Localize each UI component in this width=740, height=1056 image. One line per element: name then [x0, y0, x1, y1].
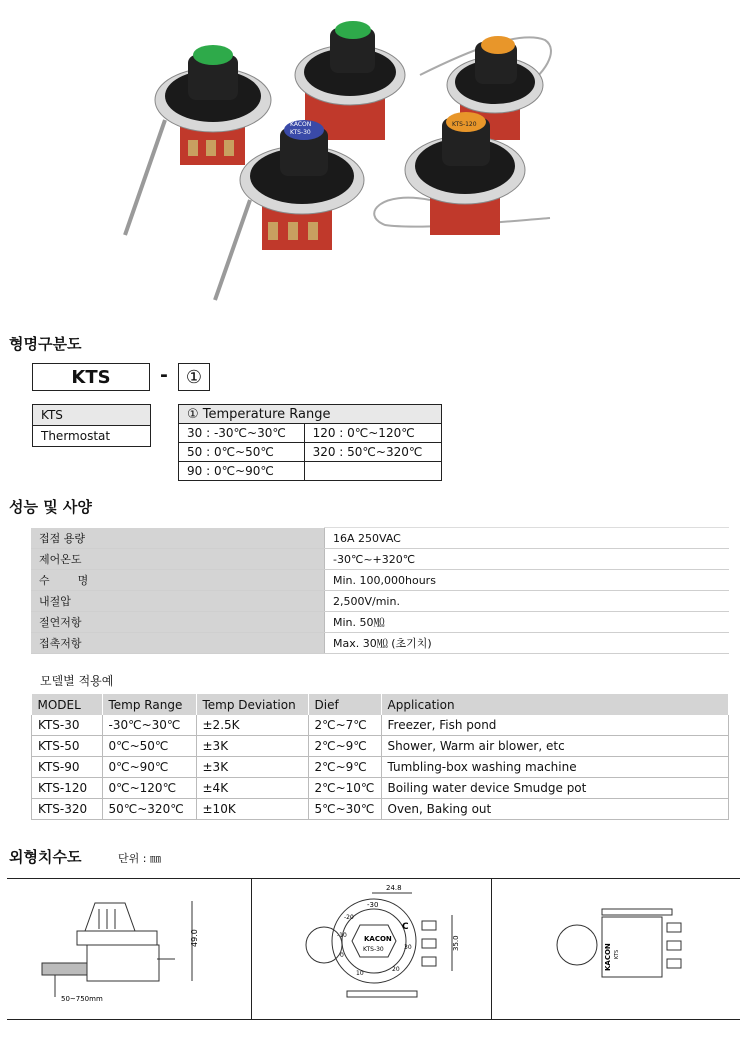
application-subtitle: 모델별 적용예 — [40, 674, 114, 688]
dial-mark: 0 — [340, 952, 344, 959]
cell-temp-range: 0℃~120℃ — [102, 778, 196, 799]
dial-mark: 20 — [392, 966, 400, 973]
table-row — [32, 736, 729, 757]
cell-temp-range: -30℃~30℃ — [102, 715, 196, 736]
front-height-label: 35.0 — [452, 935, 460, 951]
spec-key: 수 명 — [31, 570, 325, 591]
spec-title: 성능 및 사양 — [9, 498, 92, 516]
spec-row — [31, 549, 729, 570]
model-prefix-box: KTS — [32, 363, 150, 391]
cell-model: KTS-120 — [32, 778, 103, 799]
temp-range-cell: 30 : -30℃~30℃ — [179, 424, 305, 443]
cell-dief: 2℃~7℃ — [308, 715, 381, 736]
col-header-model: MODEL — [32, 694, 103, 715]
cell-dief: 2℃~10℃ — [308, 778, 381, 799]
temp-range-table — [178, 404, 442, 481]
spec-row — [31, 570, 729, 591]
kts-header: KTS — [33, 405, 151, 426]
top-width-label: 24.8 — [386, 884, 402, 892]
model-dash: - — [160, 364, 168, 386]
spec-key: 절연저항 — [31, 612, 325, 633]
side-view-drawing — [7, 879, 251, 1019]
dial-mark: 30 — [404, 944, 412, 951]
side-height-label: 49.0 — [190, 929, 199, 947]
knob-label-kts-120: KTS-120 — [452, 121, 477, 128]
cell-application: Oven, Baking out — [381, 799, 729, 820]
model-title: 형명구분도 — [9, 335, 82, 353]
dial-mark: -30 — [367, 901, 379, 909]
col-header-temp-range: Temp Range — [102, 694, 196, 715]
temp-range-cell — [304, 462, 441, 481]
temp-range-cell: 50 : 0℃~50℃ — [179, 443, 305, 462]
spec-value: Min. 50㏁ — [325, 612, 730, 633]
front-view-drawing — [252, 879, 491, 1019]
rear-model-label: KTS — [614, 949, 620, 959]
spec-key: 접점 용량 — [31, 528, 325, 549]
dial-mark: 10 — [356, 970, 364, 977]
rear-brand-label: KACON — [604, 943, 612, 971]
capillary-length-label: 50~750mm — [61, 995, 103, 1003]
cell-model: KTS-50 — [32, 736, 103, 757]
spec-row — [31, 633, 729, 654]
spec-value: 16A 250VAC — [325, 528, 730, 549]
table-row — [32, 757, 729, 778]
table-row — [32, 799, 729, 820]
dial-model-label: KTS-30 — [363, 946, 384, 953]
temp-range-cell: 320 : 50℃~320℃ — [304, 443, 441, 462]
temp-range-cell: 120 : 0℃~120℃ — [304, 424, 441, 443]
temp-range-cell: 90 : 0℃~90℃ — [179, 462, 305, 481]
table-row — [32, 778, 729, 799]
kts-value: Thermostat — [33, 426, 151, 447]
cell-temp-deviation: ±2.5K — [196, 715, 308, 736]
dial-brand-label: KACON — [364, 935, 392, 943]
temp-range-header: ① Temperature Range — [179, 405, 442, 424]
spec-value: 2,500V/min. — [325, 591, 730, 612]
cell-application: Freezer, Fish pond — [381, 715, 729, 736]
spec-row — [31, 591, 729, 612]
spec-key: 제어온도 — [31, 549, 325, 570]
dimension-drawings — [7, 878, 740, 1020]
cell-model: KTS-30 — [32, 715, 103, 736]
cell-application: Shower, Warm air blower, etc — [381, 736, 729, 757]
cell-temp-range: 50℃~320℃ — [102, 799, 196, 820]
dial-c-label: C — [402, 922, 409, 932]
kts-table — [32, 404, 151, 447]
cell-dief: 2℃~9℃ — [308, 736, 381, 757]
spec-value: -30℃~+320℃ — [325, 549, 730, 570]
spec-table — [31, 527, 729, 654]
thermostat-unit-1 — [155, 45, 271, 165]
rear-view-drawing — [492, 879, 738, 1019]
knob-label-kts-30: KTS-30 — [290, 129, 311, 136]
spec-row — [31, 612, 729, 633]
spec-key: 접촉저항 — [31, 633, 325, 654]
dial-mark: -10 — [337, 932, 347, 939]
dimension-title: 외형치수도 — [9, 848, 82, 866]
cell-dief: 5℃~30℃ — [308, 799, 381, 820]
cell-model: KTS-90 — [32, 757, 103, 778]
spec-value: Min. 100,000hours — [325, 570, 730, 591]
spec-row — [31, 528, 729, 549]
cell-model: KTS-320 — [32, 799, 103, 820]
col-header-dief: Dief — [308, 694, 381, 715]
cell-temp-deviation: ±3K — [196, 736, 308, 757]
col-header-temp-deviation: Temp Deviation — [196, 694, 308, 715]
cell-temp-deviation: ±3K — [196, 757, 308, 778]
cell-temp-deviation: ±10K — [196, 799, 308, 820]
dimension-unit: 단위 : ㎜ — [118, 852, 161, 865]
spec-key: 내절압 — [31, 591, 325, 612]
table-row — [32, 715, 729, 736]
cell-application: Boiling water device Smudge pot — [381, 778, 729, 799]
application-table — [31, 694, 729, 820]
cell-temp-deviation: ±4K — [196, 778, 308, 799]
knob-brand-label: KACON — [290, 121, 312, 128]
cell-temp-range: 0℃~90℃ — [102, 757, 196, 778]
dial-mark: -20 — [344, 914, 354, 921]
cell-dief: 2℃~9℃ — [308, 757, 381, 778]
col-header-application: Application — [381, 694, 729, 715]
product-photo — [0, 0, 740, 320]
cell-temp-range: 0℃~50℃ — [102, 736, 196, 757]
model-slot-box: ① — [178, 363, 210, 391]
spec-value: Max. 30㏁ (초기치) — [325, 633, 730, 654]
cell-application: Tumbling-box washing machine — [381, 757, 729, 778]
